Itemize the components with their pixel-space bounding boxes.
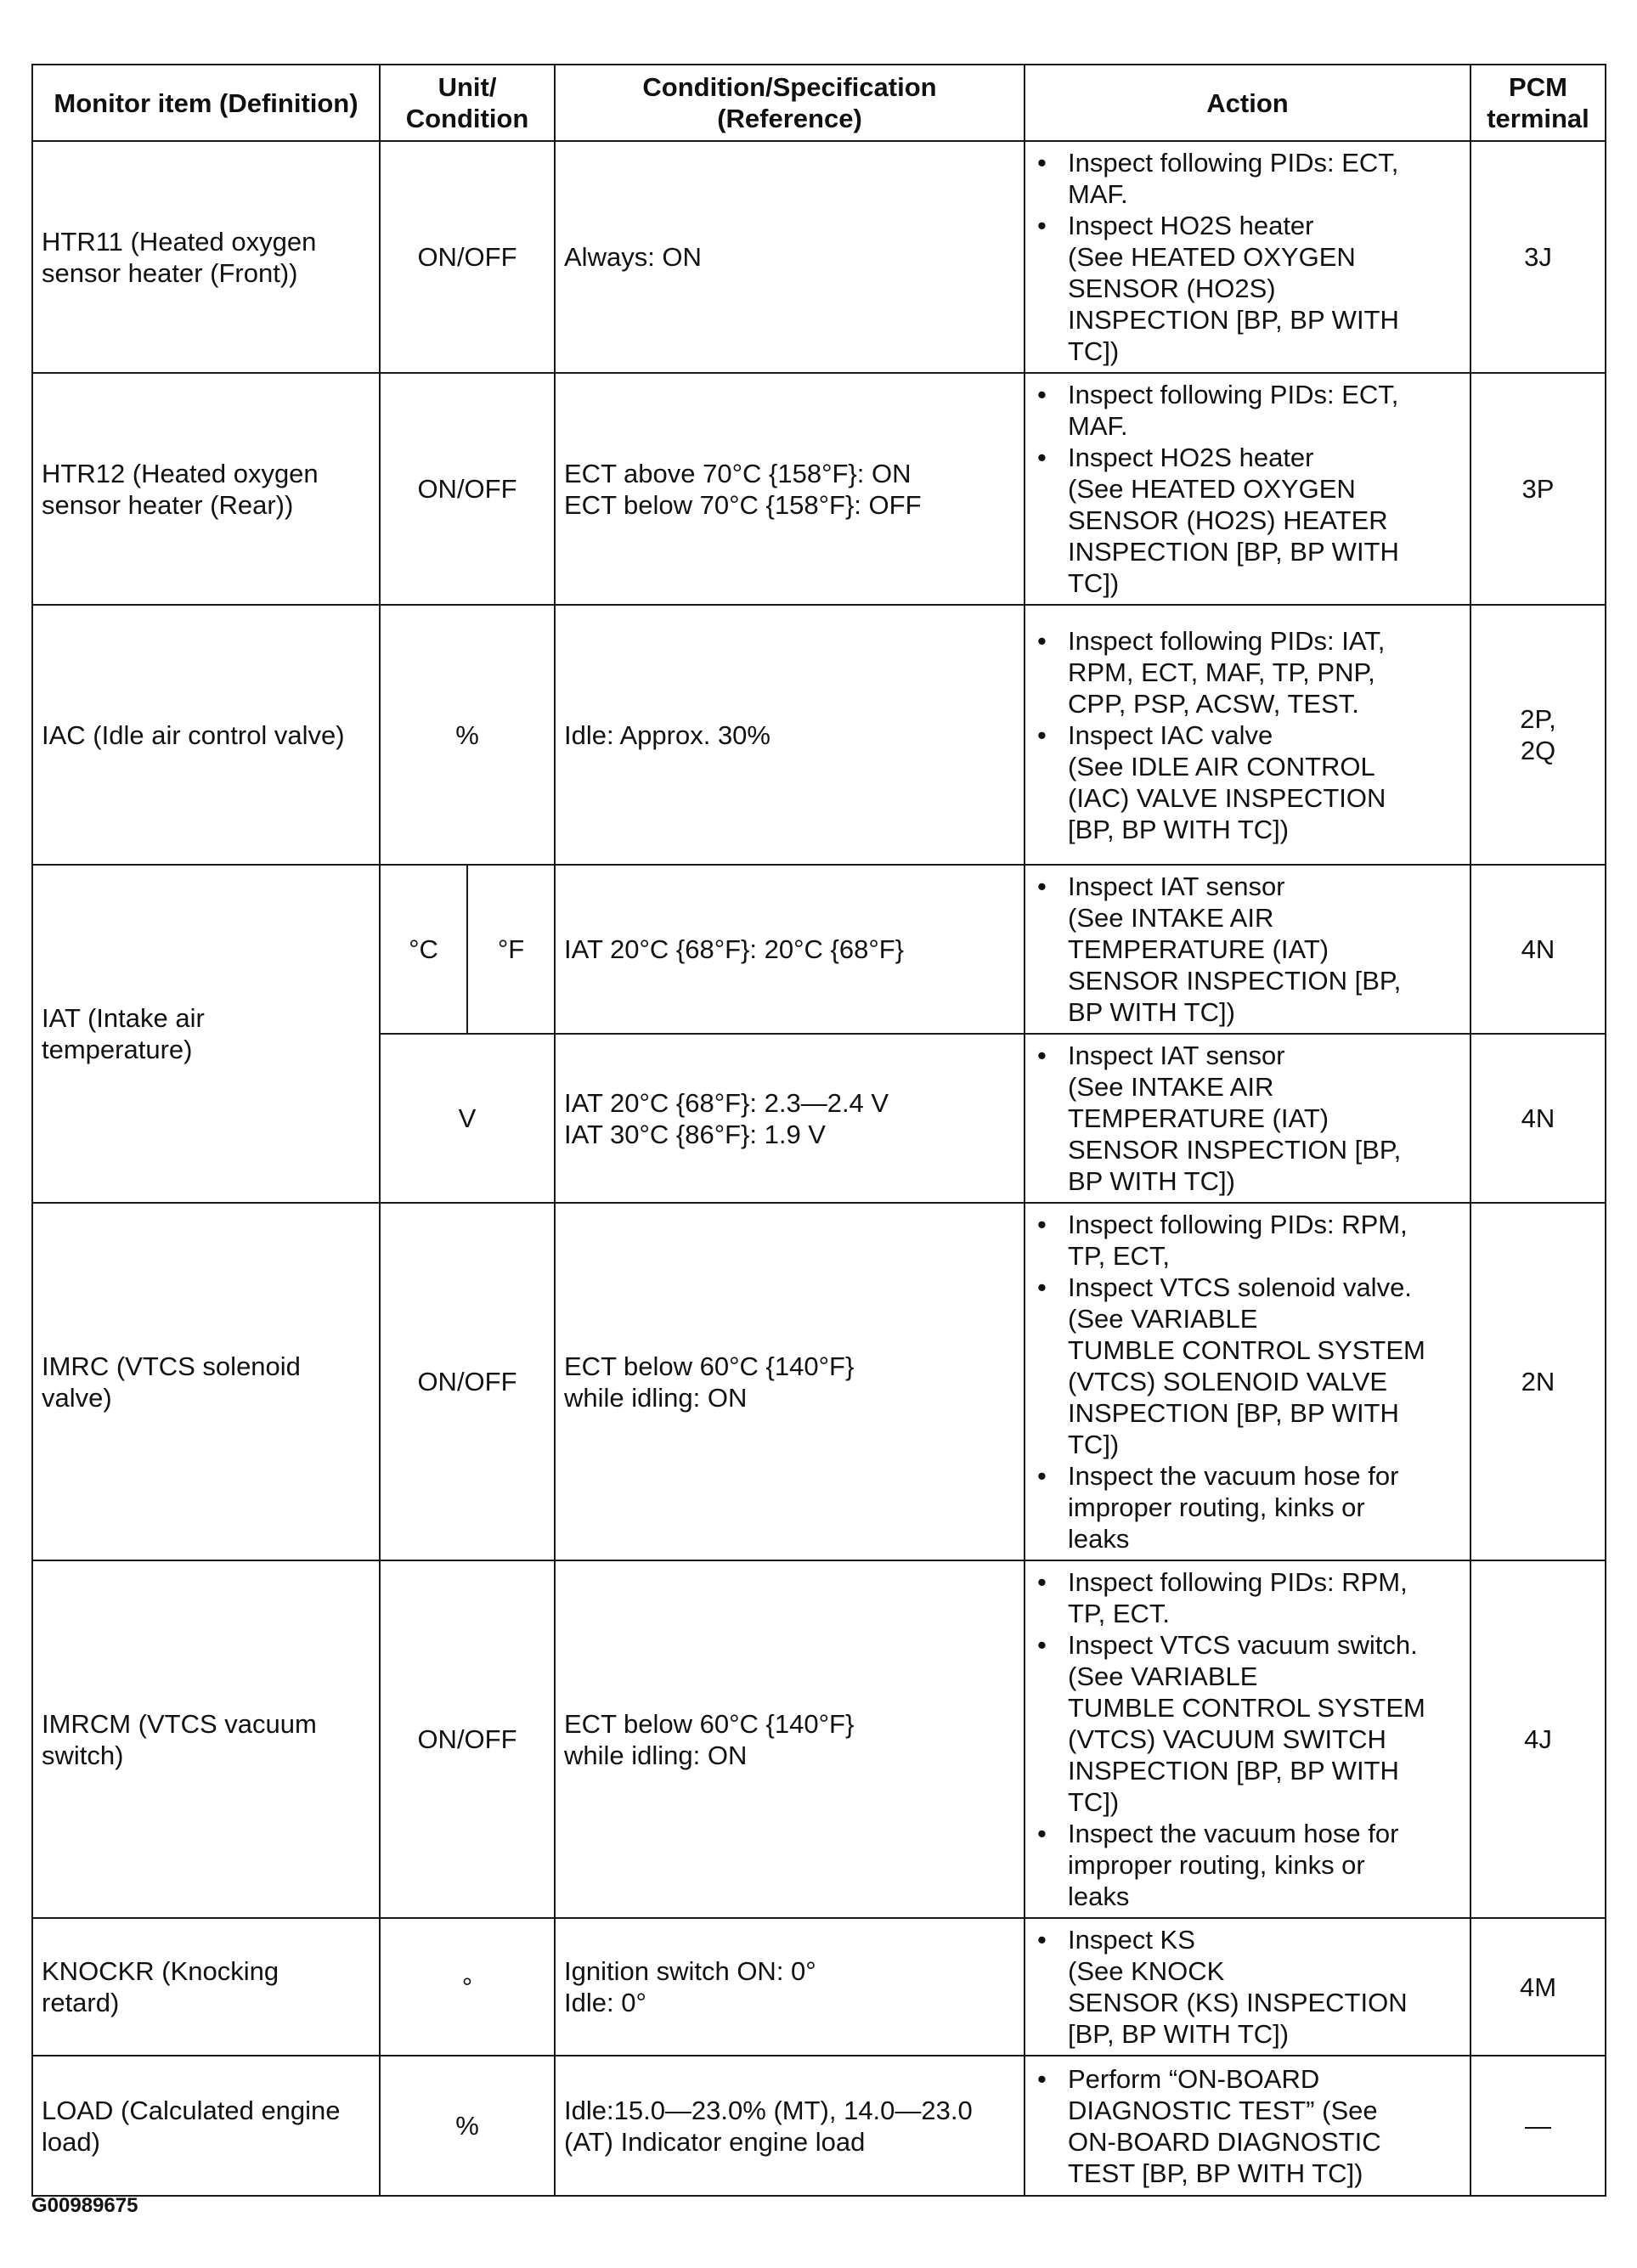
action-bullet: • Perform “ON-BOARD DIAGNOSTIC TEST” (See ON-BOARD DIAGNOSTIC TEST [BP, BP WITH TC]) [1034,2063,1461,2189]
monitor-item-cell: IAT (Intake air temperature) [32,865,380,1203]
monitor-item-cell: LOAD (Calculated engine load) [32,2056,380,2196]
action-cell [1025,605,1470,865]
action-bullet: • Inspect IAT sensor (See INTAKE AIR TEMPERATURE (IAT) SENSOR INSPECTION [BP, BP WITH TC]) [1034,871,1461,1028]
condition-cell: Idle:15.0—23.0% (MT), 14.0—23.0 (AT) Indicator engine load [555,2056,1025,2196]
table-row [32,605,1606,865]
pcm-terminal-cell: 4N [1470,865,1606,1034]
action-cell [1025,1918,1470,2056]
action-bullet: • Inspect HO2S heater (See HEATED OXYGEN SENSOR (HO2S) HEATER INSPECTION [BP, BP WITH TC]) [1034,442,1461,599]
unit-cell: ON/OFF [380,373,555,605]
condition-cell: Always: ON [555,141,1025,373]
action-bullet: • Inspect following PIDs: RPM, TP, ECT, [1034,1209,1461,1272]
monitor-item-cell: IMRC (VTCS solenoid valve) [32,1203,380,1560]
monitor-item-cell: HTR12 (Heated oxygen sensor heater (Rear)) [32,373,380,605]
figure-id: G00989675 [31,2194,138,2217]
action-bullet: • Inspect IAC valve (See IDLE AIR CONTROL (IAC) VALVE INSPECTION [BP, BP WITH TC]) [1034,719,1461,845]
pcm-terminal-cell: 2N [1470,1203,1606,1560]
condition-cell: IAT 20°C {68°F}: 20°C {68°F} [555,865,1025,1034]
action-bullet: • Inspect following PIDs: IAT, RPM, ECT, MAF, TP, PNP, CPP, PSP, ACSW, TEST. [1034,625,1461,719]
condition-cell: IAT 20°C {68°F}: 2.3—2.4 V IAT 30°C {86°F}: 1.9 V [555,1034,1025,1203]
condition-cell: Idle: Approx. 30% [555,605,1025,865]
unit-celsius-cell: °C [380,865,467,1034]
condition-cell: ECT above 70°C {158°F}: ON ECT below 70°C {158°F}: OFF [555,373,1025,605]
monitor-item-cell: HTR11 (Heated oxygen sensor heater (Front)) [32,141,380,373]
action-bullet: • Inspect following PIDs: ECT, MAF. [1034,147,1461,210]
header-monitor-item: Monitor item (Definition) [32,65,380,141]
header-condition: Condition/Specification (Reference) [555,65,1025,141]
table-row [32,1203,1606,1560]
action-cell [1025,1560,1470,1918]
unit-cell: % [380,2056,555,2196]
action-bullet: • Inspect VTCS solenoid valve. (See VARIABLE TUMBLE CONTROL SYSTEM (VTCS) SOLENOID VALVE INSPECTION [BP, BP WITH TC]) [1034,1272,1461,1460]
pcm-terminal-cell: 4J [1470,1560,1606,1918]
action-bullet: • Inspect VTCS vacuum switch. (See VARIABLE TUMBLE CONTROL SYSTEM (VTCS) VACUUM SWITCH INSPECTION [BP, BP WITH TC]) [1034,1629,1461,1818]
pcm-terminal-cell: 3P [1470,373,1606,605]
unit-cell: ON/OFF [380,1560,555,1918]
action-bullet: • Inspect IAT sensor (See INTAKE AIR TEMPERATURE (IAT) SENSOR INSPECTION [BP, BP WITH TC]) [1034,1040,1461,1197]
pcm-terminal-cell: 2P, 2Q [1470,605,1606,865]
monitor-item-cell: IMRCM (VTCS vacuum switch) [32,1560,380,1918]
monitor-item-cell: IAC (Idle air control valve) [32,605,380,865]
table-row [32,141,1606,373]
pcm-terminal-cell: 4M [1470,1918,1606,2056]
action-cell [1025,1203,1470,1560]
condition-cell: Ignition switch ON: 0° Idle: 0° [555,1918,1025,2056]
action-bullet: • Inspect the vacuum hose for improper routing, kinks or leaks [1034,1818,1461,1912]
table-row [32,1918,1606,2056]
unit-cell: % [380,605,555,865]
pcm-terminal-cell: 3J [1470,141,1606,373]
action-cell [1025,1034,1470,1203]
action-bullet: • Inspect the vacuum hose for improper routing, kinks or leaks [1034,1460,1461,1554]
header-pcm-terminal: PCM terminal [1470,65,1606,141]
header-row [32,65,1606,141]
header-unit: Unit/ Condition [380,65,555,141]
pcm-terminal-cell: — [1470,2056,1606,2196]
table-row [32,865,1606,1034]
action-cell [1025,2056,1470,2196]
unit-cell: ON/OFF [380,141,555,373]
header-action: Action [1025,65,1470,141]
unit-cell: ON/OFF [380,1203,555,1560]
table-row [32,373,1606,605]
action-cell [1025,373,1470,605]
unit-cell: V [380,1034,555,1203]
table-row [32,2056,1606,2196]
condition-cell: ECT below 60°C {140°F} while idling: ON [555,1560,1025,1918]
pcm-terminal-cell: 4N [1470,1034,1606,1203]
action-bullet: • Inspect HO2S heater (See HEATED OXYGEN SENSOR (HO2S) INSPECTION [BP, BP WITH TC]) [1034,210,1461,367]
monitor-spec-table [31,64,1606,2197]
action-bullet: • Inspect KS (See KNOCK SENSOR (KS) INSPECTION [BP, BP WITH TC]) [1034,1924,1461,2050]
table-row [32,1560,1606,1918]
action-bullet: • Inspect following PIDs: ECT, MAF. [1034,379,1461,442]
condition-cell: ECT below 60°C {140°F} while idling: ON [555,1203,1025,1560]
action-cell [1025,865,1470,1034]
unit-cell: ° [380,1918,555,2056]
action-bullet: • Inspect following PIDs: RPM, TP, ECT. [1034,1566,1461,1629]
unit-fahrenheit-cell: °F [467,865,555,1034]
monitor-item-cell: KNOCKR (Knocking retard) [32,1918,380,2056]
action-cell [1025,141,1470,373]
